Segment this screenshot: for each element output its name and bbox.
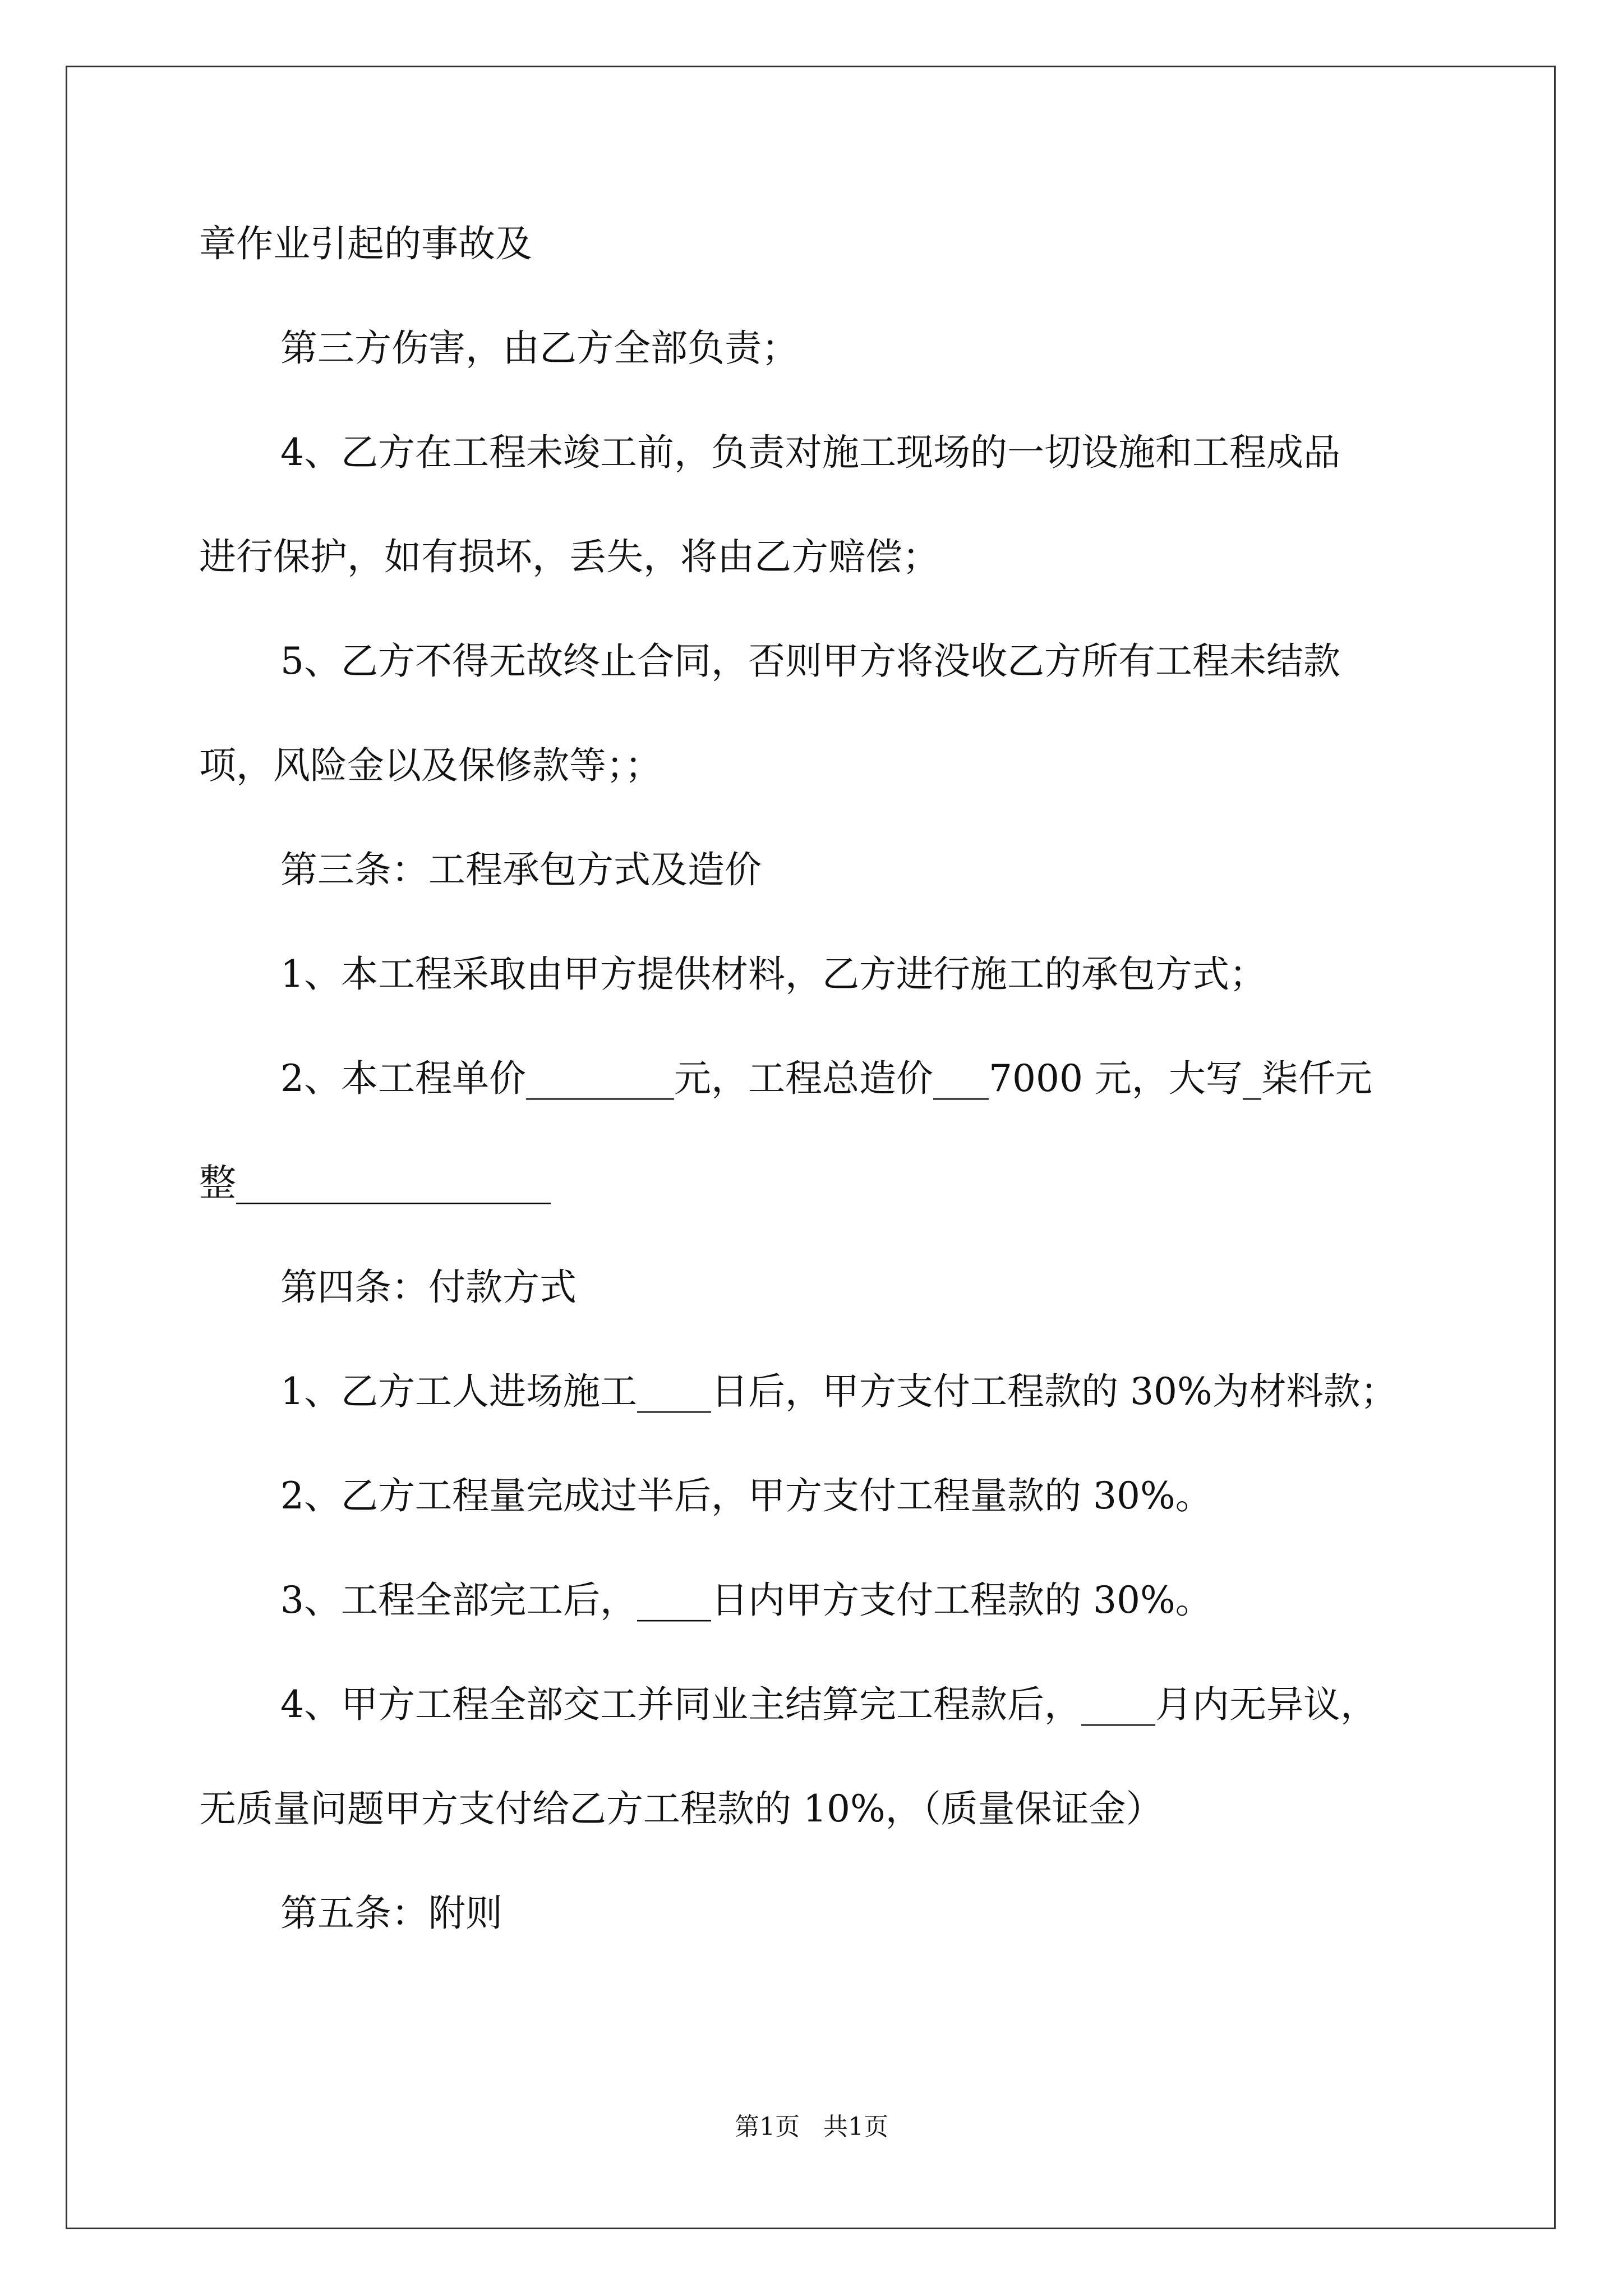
text-line: 3、工程全部完工后，____日内甲方支付工程款的 30%。 <box>280 1579 1212 1622</box>
text-line: 2、本工程单价________元，工程总造价___7000 元，大写_柒仟元 <box>280 1057 1372 1100</box>
section-heading: 第三条：工程承包方式及造价 <box>280 848 762 891</box>
text-line: 无质量问题甲方支付给乙方工程款的 10%，（质量保证金） <box>199 1787 1163 1830</box>
section-heading: 第四条：付款方式 <box>280 1266 577 1309</box>
text-line: 1、乙方工人进场施工____日后，甲方支付工程款的 30%为材料款； <box>280 1370 1398 1413</box>
text-line: 5、乙方不得无故终止合同，否则甲方将没收乙方所有工程未结款 <box>280 639 1340 683</box>
text-line: 4、乙方在工程未竣工前，负责对施工现场的一切设施和工程成品 <box>280 431 1340 474</box>
text-line: 第三方伤害，由乙方全部负责； <box>280 326 799 370</box>
text-line: 整_________________ <box>199 1161 551 1204</box>
text-line: 1、本工程采取由甲方提供材料，乙方进行施工的承包方式； <box>280 953 1266 996</box>
text-line: 项，风险金以及保修款等；； <box>199 744 662 787</box>
section-heading: 第五条：附则 <box>280 1892 502 1935</box>
text-line: 进行保护，如有损坏，丢失，将由乙方赔偿； <box>199 535 939 578</box>
text-line: 章作业引起的事故及 <box>199 222 532 265</box>
text-line: 2、乙方工程量完成过半后，甲方支付工程量款的 30%。 <box>280 1474 1212 1517</box>
text-line: 4、甲方工程全部交工并同业主结算完工程款后，____月内无异议， <box>280 1683 1377 1726</box>
page-footer: 第1页 共1页 <box>735 2113 888 2141</box>
